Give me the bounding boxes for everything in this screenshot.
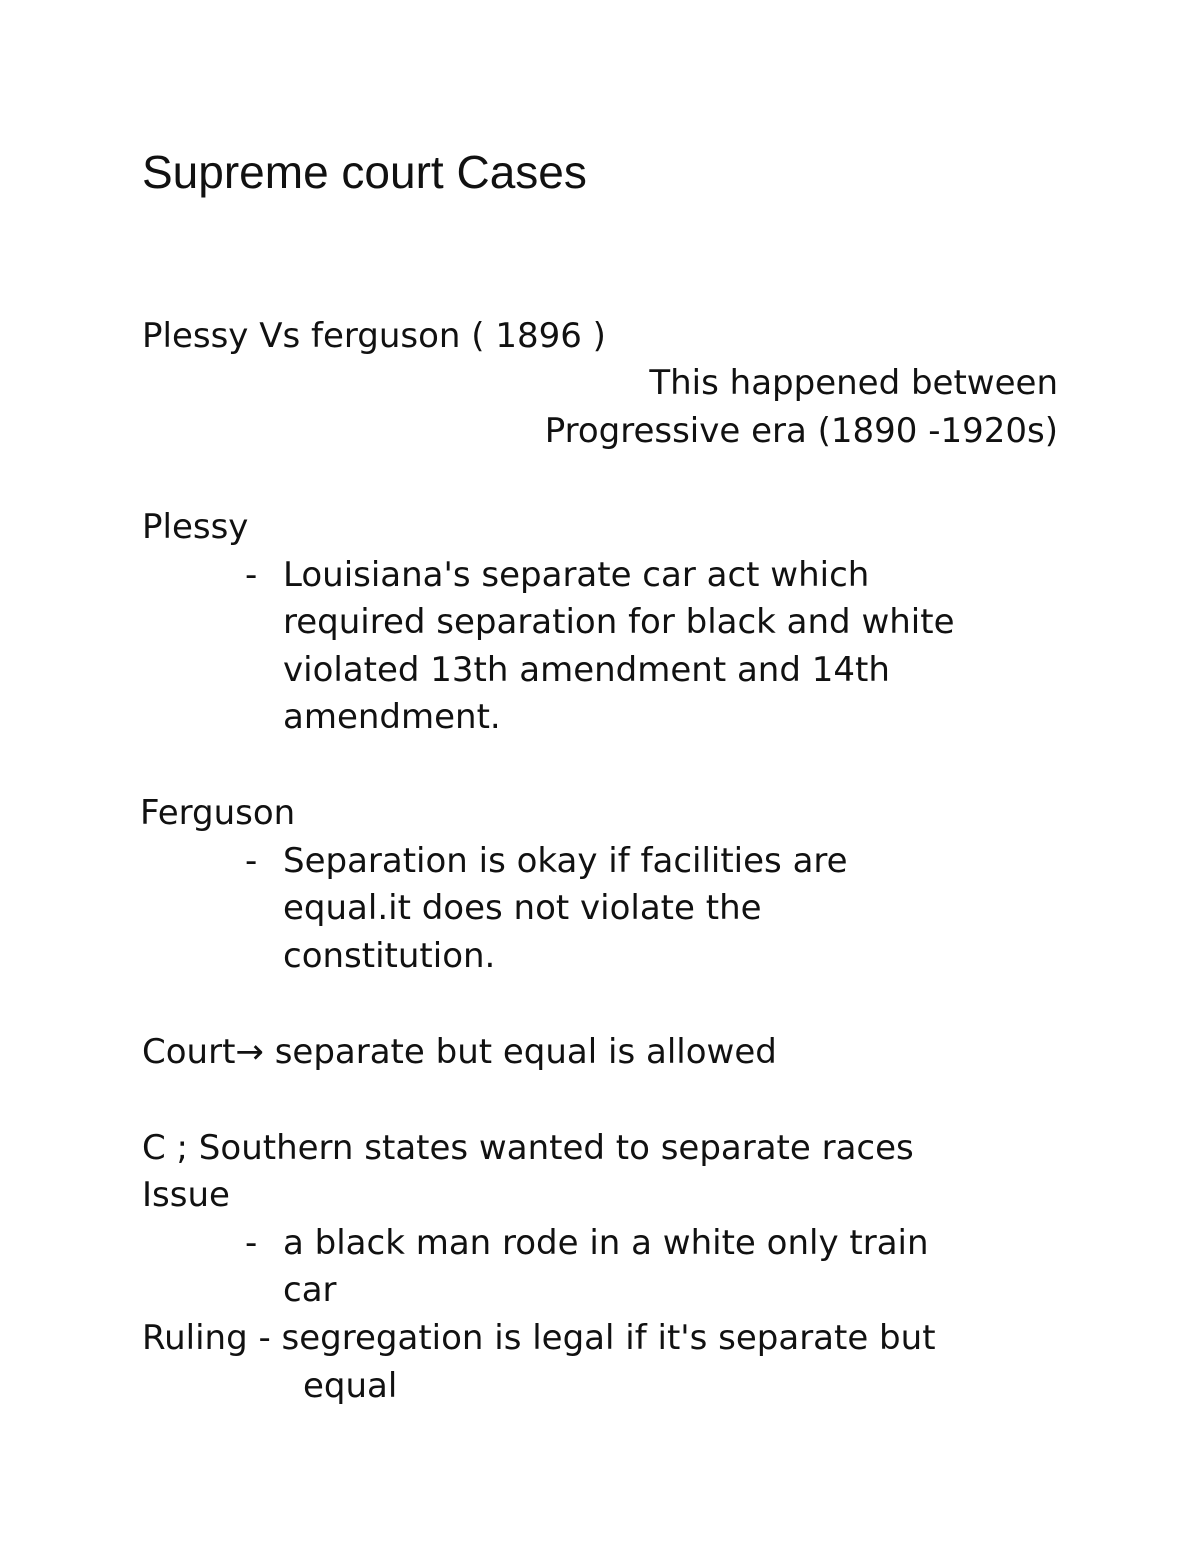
ferguson-bullet-line: equal.it does not violate the (283, 888, 762, 928)
plessy-bullet-line: amendment. (283, 697, 501, 737)
plessy-bullet-marker: - (245, 555, 258, 595)
page-title: Supreme court Cases (142, 146, 587, 198)
ferguson-bullet-line: Separation is okay if facilities are (283, 841, 848, 881)
ferguson-bullet-marker: - (245, 841, 258, 881)
court-line: Court→ separate but equal is allowed (142, 1032, 777, 1072)
ruling-line-1: Ruling - segregation is legal if it's separate but (142, 1318, 936, 1358)
era-note-line-2: Progressive era (1890 -1920s) (544, 411, 1058, 451)
ferguson-heading: Ferguson (140, 793, 296, 833)
plessy-bullet-line: violated 13th amendment and 14th (283, 650, 890, 690)
plessy-bullet-line: required separation for black and white (283, 602, 955, 642)
plessy-bullet-line: Louisiana's separate car act which (283, 555, 870, 595)
issue-bullet-marker: - (245, 1223, 258, 1263)
ferguson-bullet-line: constitution. (283, 936, 496, 976)
ruling-line-2: equal (303, 1366, 398, 1406)
plessy-heading: Plessy (142, 507, 249, 547)
context-line: C ; Southern states wanted to separate races (142, 1128, 914, 1168)
era-note-line-1: This happened between (649, 363, 1058, 403)
issue-bullet-line: car (283, 1270, 337, 1310)
case-heading: Plessy Vs ferguson ( 1896 ) (142, 316, 606, 356)
issue-bullet-line: a black man rode in a white only train (283, 1223, 929, 1263)
issue-heading: Issue (142, 1175, 230, 1215)
